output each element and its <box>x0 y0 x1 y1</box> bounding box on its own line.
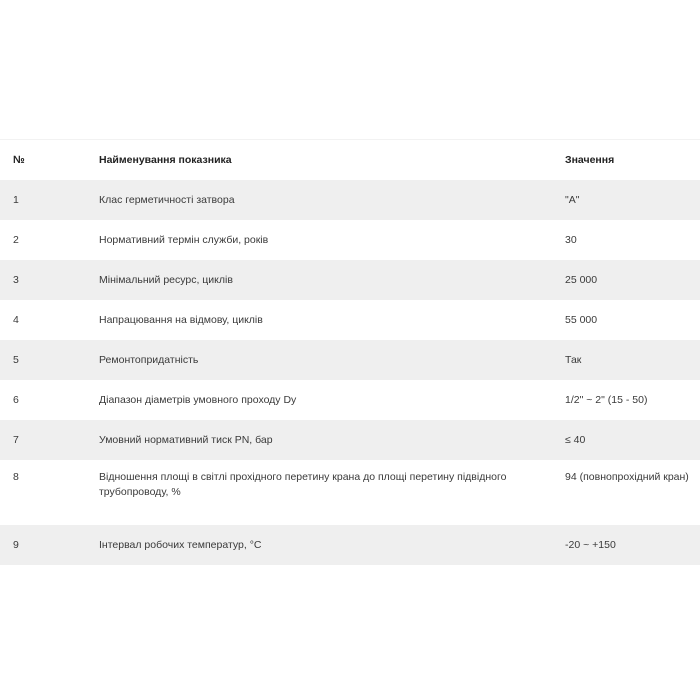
row-value: ≤ 40 <box>565 420 700 460</box>
row-name: Нормативний термін служби, років <box>99 220 565 260</box>
header-value: Значення <box>565 140 700 181</box>
row-name: Мінімальний ресурс, циклів <box>99 260 565 300</box>
header-row <box>0 140 700 181</box>
table-row <box>0 525 700 565</box>
row-name: Інтервал робочих температур, °С <box>99 525 565 565</box>
row-num: 2 <box>0 220 99 260</box>
row-value: 30 <box>565 220 700 260</box>
row-num: 9 <box>0 525 99 565</box>
row-value: 1/2" ~ 2" (15 - 50) <box>565 380 700 420</box>
table-row <box>0 380 700 420</box>
row-num: 7 <box>0 420 99 460</box>
row-value: -20 ~ +150 <box>565 525 700 565</box>
row-num: 8 <box>0 460 99 525</box>
header-name: Найменування показника <box>99 140 565 181</box>
row-name: Напрацювання на відмову, циклів <box>99 300 565 340</box>
table-row <box>0 420 700 460</box>
row-value: 94 (повнопрохідний кран) <box>565 460 700 525</box>
row-value: "A" <box>565 180 700 220</box>
row-num: 3 <box>0 260 99 300</box>
row-name: Діапазон діаметрів умовного проходу Dy <box>99 380 565 420</box>
row-num: 1 <box>0 180 99 220</box>
row-name: Умовний нормативний тиск PN, бар <box>99 420 565 460</box>
table-header <box>0 140 700 181</box>
table-row <box>0 340 700 380</box>
row-value: 25 000 <box>565 260 700 300</box>
table-row <box>0 260 700 300</box>
row-num: 4 <box>0 300 99 340</box>
row-name: Ремонтопридатність <box>99 340 565 380</box>
table-row <box>0 220 700 260</box>
row-name: Клас герметичності затвора <box>99 180 565 220</box>
row-num: 6 <box>0 380 99 420</box>
spec-table <box>0 139 700 565</box>
row-value: Так <box>565 340 700 380</box>
row-num: 5 <box>0 340 99 380</box>
row-value: 55 000 <box>565 300 700 340</box>
table-row <box>0 460 700 525</box>
header-num: № <box>0 140 99 181</box>
table-body <box>0 180 700 565</box>
row-name: Відношення площі в світлі прохідного перетину крана до площі перетину підвідного трубопроводу, % <box>99 460 565 525</box>
table-row <box>0 300 700 340</box>
table-row <box>0 180 700 220</box>
